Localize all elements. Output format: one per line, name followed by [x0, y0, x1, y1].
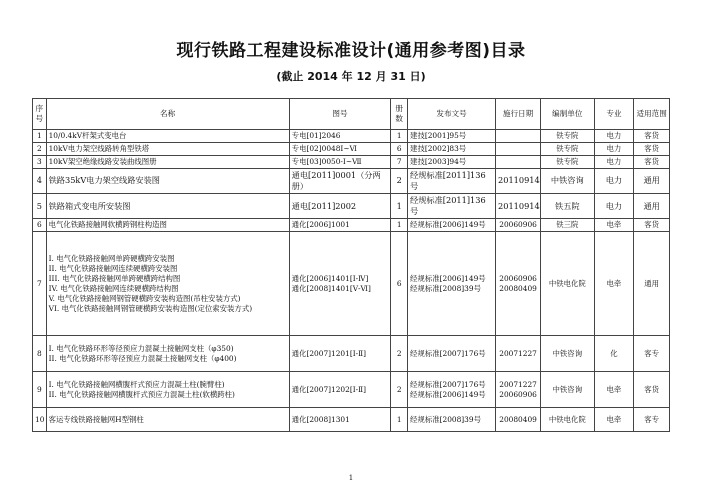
- cell-seq: 5: [33, 194, 47, 219]
- cell-specialty: 电牵: [594, 408, 634, 432]
- name-line: I. 电气化铁路接触网横腹杆式预应力混凝土柱(腕臂柱): [48, 379, 225, 389]
- cell-figure-number: [289, 142, 391, 155]
- cell-figure-number: [289, 194, 391, 219]
- cell-compiling-unit: 中铁咨询: [541, 372, 594, 408]
- cell-implementation-date: [496, 408, 541, 432]
- name-line: 铁路35kV电力架空线路安装图: [48, 175, 160, 186]
- cell-scope: 通用: [634, 168, 670, 193]
- cell-scope: 客货: [634, 130, 670, 143]
- cell-name: [46, 142, 289, 155]
- cell-specialty: 电力: [594, 130, 634, 143]
- cell-figure-number: [289, 408, 391, 432]
- cell-name: [46, 232, 289, 336]
- figure-number-line: 专电[02]0048Ⅰ~Ⅵ: [291, 143, 357, 153]
- figure-number-line: 专电[03]0050-Ⅰ~Ⅶ: [291, 156, 362, 166]
- cell-implementation-date: [496, 142, 541, 155]
- cell-specialty: 电力: [594, 155, 634, 168]
- cell-figure-number: [289, 232, 391, 336]
- cell-compiling-unit: 铁专院: [541, 155, 594, 168]
- document-number-line: 经规标准[2007]176号: [410, 348, 486, 358]
- cell-specialty: 电力: [594, 168, 634, 193]
- document-number-line: 经规标准[2006]149号: [410, 389, 486, 399]
- date-line: 20110914: [498, 200, 540, 211]
- date-line: 20080409: [499, 283, 537, 293]
- name-line: II. 电气化铁路接触网横腹杆式预应力混凝土柱(软横跨柱): [48, 389, 235, 399]
- cell-compiling-unit: 铁专院: [541, 142, 594, 155]
- standards-table: [32, 98, 670, 432]
- cell-implementation-date: [496, 194, 541, 219]
- cell-name: [46, 408, 289, 432]
- figure-number-line: 通电[2011]0001（分两册）: [291, 169, 381, 192]
- cell-figure-number: [289, 130, 391, 143]
- cell-name: [46, 130, 289, 143]
- figure-number-line: 通电[2011]2002: [291, 200, 357, 211]
- table-row: [33, 219, 670, 232]
- cell-scope: 客专: [634, 336, 670, 372]
- name-line: 客运专线铁路接触网H型钢柱: [48, 414, 144, 424]
- cell-document-number: [408, 408, 496, 432]
- name-line: 10/0.4kV杆架式变电台: [48, 131, 127, 140]
- cell-compiling-unit: 铁五院: [541, 194, 594, 219]
- cell-volumes: 2: [391, 336, 408, 372]
- cell-scope: 通用: [634, 232, 670, 336]
- name-line: 10kV电力架空线路转角型铁塔: [48, 143, 150, 153]
- name-line: VI. 电气化铁路接触网钢管硬横跨安装构造图(定位索安装方式): [48, 303, 253, 313]
- name-line: V. 电气化铁路接触网钢管硬横跨安装构造图(吊柱安装方式): [48, 293, 241, 303]
- cell-implementation-date: [496, 232, 541, 336]
- table-row: [33, 142, 670, 155]
- cell-volumes: 1: [391, 194, 408, 219]
- cell-specialty: 电牵: [594, 372, 634, 408]
- cell-volumes: 6: [391, 142, 408, 155]
- date-line: 20110914: [498, 175, 540, 186]
- name-line: 10kV架空绝缘线路安装曲线图册: [48, 156, 157, 166]
- name-line: III. 电气化铁路接触网单跨硬横跨结构图: [48, 273, 181, 283]
- cell-seq: 6: [33, 219, 47, 232]
- cell-scope: 通用: [634, 194, 670, 219]
- document-number-line: 经规标准[2006]149号: [410, 273, 486, 283]
- table-row: [33, 130, 670, 143]
- cell-name: [46, 168, 289, 193]
- cell-scope: 客货: [634, 219, 670, 232]
- name-line: 电气化铁路接触网软横跨钢柱构造图: [48, 220, 167, 230]
- cell-figure-number: [289, 219, 391, 232]
- header-document-number: 发布文号: [408, 99, 496, 130]
- cell-figure-number: [289, 155, 391, 168]
- cell-specialty: 电牵: [594, 232, 634, 336]
- cell-figure-number: [289, 372, 391, 408]
- cell-scope: 客专: [634, 408, 670, 432]
- cell-scope: 客货: [634, 155, 670, 168]
- cell-seq: 8: [33, 336, 47, 372]
- cell-document-number: [408, 168, 496, 193]
- figure-number-line: 通化[2007]1202[Ⅰ-Ⅱ]: [291, 384, 367, 394]
- cell-seq: 10: [33, 408, 47, 432]
- cell-implementation-date: [496, 219, 541, 232]
- document-number-line: 建技[2002]83号: [410, 143, 467, 153]
- cell-specialty: 电力: [594, 142, 634, 155]
- name-line: I. 电气化铁路接触网单跨硬横跨安装图: [48, 253, 175, 263]
- cell-document-number: [408, 194, 496, 219]
- cell-compiling-unit: 中铁咨询: [541, 168, 594, 193]
- cell-volumes: 2: [391, 372, 408, 408]
- cell-implementation-date: [496, 130, 541, 143]
- table-row: [33, 372, 670, 408]
- figure-number-line: 通化[2008]1301: [291, 414, 350, 424]
- cell-specialty: 电力: [594, 194, 634, 219]
- figure-number-line: 通化[2006]1001: [291, 220, 350, 230]
- cell-document-number: [408, 130, 496, 143]
- table-row: [33, 194, 670, 219]
- cell-volumes: 6: [391, 232, 408, 336]
- header-name: 名称: [46, 99, 289, 130]
- date-line: 20060906: [499, 389, 537, 399]
- cell-scope: 客货: [634, 142, 670, 155]
- cell-document-number: [408, 142, 496, 155]
- cell-document-number: [408, 219, 496, 232]
- cell-name: [46, 155, 289, 168]
- figure-number-line: 专电[01]2046: [291, 131, 341, 140]
- figure-number-line: 通化[2007]1201[Ⅰ-Ⅱ]: [291, 348, 367, 358]
- figure-number-line: 通化[2006]1401[Ⅰ-Ⅳ]: [291, 273, 369, 283]
- page-number: 1: [348, 474, 354, 482]
- cell-specialty: 化: [594, 336, 634, 372]
- document-number-line: 经规标准[2011]136号: [410, 169, 486, 192]
- header-specialty: 专业: [594, 99, 634, 130]
- header-seq: 序号: [33, 99, 47, 130]
- date-line: 20080409: [499, 414, 537, 424]
- cell-name: [46, 372, 289, 408]
- cell-name: [46, 219, 289, 232]
- name-line: 铁路箱式变电所安装图: [48, 200, 131, 211]
- date-line: 20060906: [499, 273, 537, 283]
- cell-document-number: [408, 155, 496, 168]
- cell-seq: 2: [33, 142, 47, 155]
- table-header-row: [33, 99, 670, 130]
- name-line: II. 电气化铁路环形等径预应力混凝土接触网支柱（φ400): [48, 353, 237, 363]
- date-line: 20071227: [499, 379, 537, 389]
- header-scope: 适用范围: [634, 99, 670, 130]
- cell-document-number: [408, 336, 496, 372]
- figure-number-line: 通化[2008]1401[Ⅴ-Ⅵ]: [291, 283, 371, 293]
- name-line: I. 电气化铁路环形等径预应力混凝土接触网支柱（φ350): [48, 343, 234, 353]
- table-row: [33, 155, 670, 168]
- header-volumes: 册数: [391, 99, 408, 130]
- document-number-line: 经规标准[2007]176号: [410, 379, 486, 389]
- document-number-line: 建技[2001]95号: [410, 131, 467, 140]
- cell-name: [46, 194, 289, 219]
- cell-seq: 4: [33, 168, 47, 193]
- name-line: IV. 电气化铁路接触网连续硬横跨结构图: [48, 283, 179, 293]
- table-body: [33, 130, 670, 432]
- cell-volumes: 1: [391, 130, 408, 143]
- cell-compiling-unit: 中铁咨询: [541, 336, 594, 372]
- cell-compiling-unit: 中铁电化院: [541, 232, 594, 336]
- cell-implementation-date: [496, 372, 541, 408]
- cell-volumes: 1: [391, 408, 408, 432]
- cell-specialty: 电牵: [594, 219, 634, 232]
- cell-seq: 1: [33, 130, 47, 143]
- header-implementation-date: 施行日期: [496, 99, 541, 130]
- date-line: 20071227: [499, 348, 537, 358]
- cell-document-number: [408, 232, 496, 336]
- cell-document-number: [408, 372, 496, 408]
- document-number-line: 经规标准[2011]136号: [410, 195, 486, 217]
- table-row: [33, 408, 670, 432]
- cell-seq: 3: [33, 155, 47, 168]
- cell-compiling-unit: 铁三院: [541, 219, 594, 232]
- cell-implementation-date: [496, 168, 541, 193]
- table-row: [33, 168, 670, 193]
- cell-volumes: 1: [391, 219, 408, 232]
- cell-implementation-date: [496, 155, 541, 168]
- cell-seq: 7: [33, 232, 47, 336]
- document-number-line: 经规标准[2008]39号: [410, 283, 481, 293]
- cell-compiling-unit: 铁专院: [541, 130, 594, 143]
- document-subtitle: (截止 2014 年 12 月 31 日): [276, 70, 426, 83]
- table-row: [33, 232, 670, 336]
- cell-figure-number: [289, 336, 391, 372]
- document-number-line: 建技[2003]94号: [410, 156, 467, 166]
- cell-seq: 9: [33, 372, 47, 408]
- header-figure-number: 图号: [289, 99, 391, 130]
- document-number-line: 经规标准[2006]149号: [410, 220, 486, 230]
- cell-figure-number: [289, 168, 391, 193]
- cell-scope: 客货: [634, 372, 670, 408]
- cell-compiling-unit: 中铁电化院: [541, 408, 594, 432]
- name-line: II. 电气化铁路接触网连续硬横跨安装图: [48, 263, 178, 273]
- cell-implementation-date: [496, 336, 541, 372]
- cell-volumes: 2: [391, 168, 408, 193]
- table-row: [33, 336, 670, 372]
- document-number-line: 经规标准[2008]39号: [410, 414, 481, 424]
- header-compiling-unit: 编制单位: [541, 99, 594, 130]
- document-title: 现行铁路工程建设标准设计(通用参考图)目录: [176, 41, 526, 61]
- cell-volumes: 7: [391, 155, 408, 168]
- cell-name: [46, 336, 289, 372]
- date-line: 20060906: [499, 220, 537, 230]
